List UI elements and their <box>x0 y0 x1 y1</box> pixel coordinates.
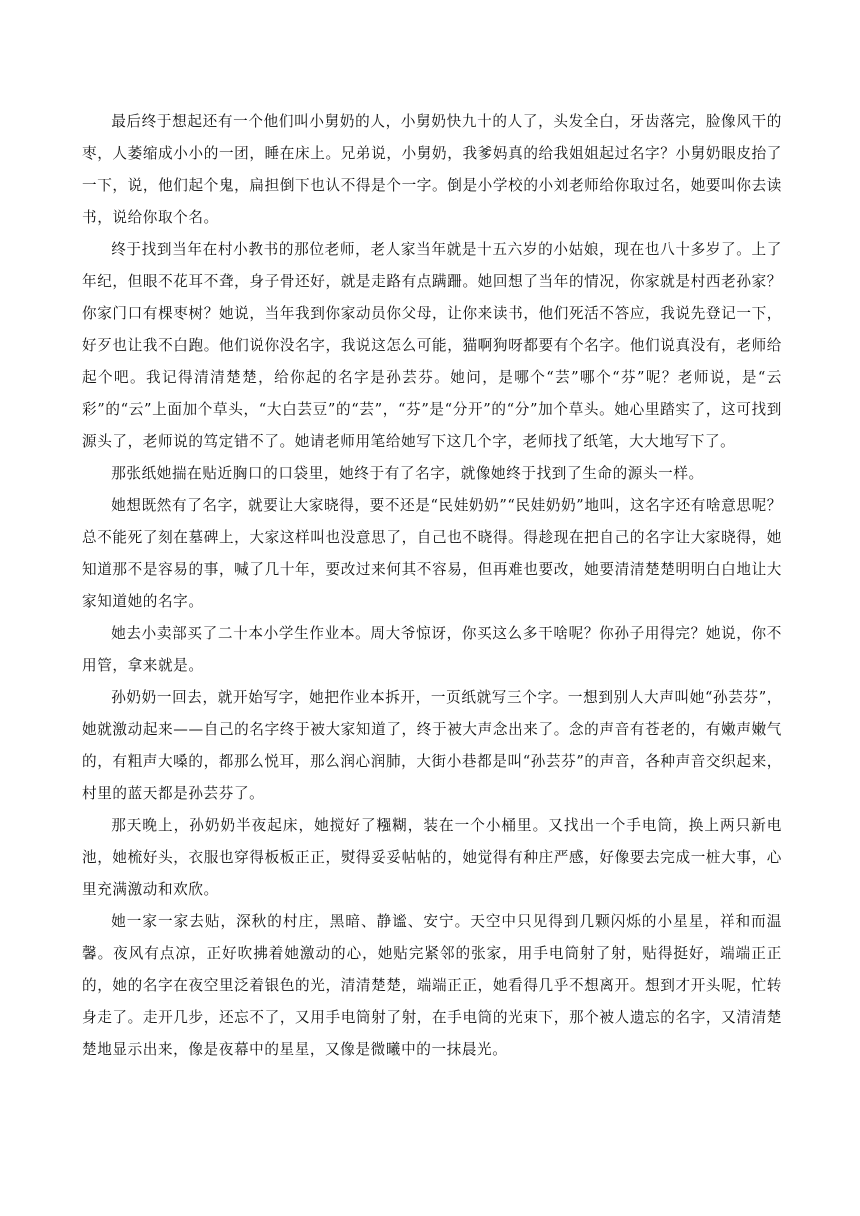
paragraph-4: 她想既然有了名字，就要让大家晓得，要不还是“民娃奶奶”“民娃奶奶”地叫，这名字还有啥意思呢？总不能死了刻在墓碑上，大家这样叫也没意思了，自己也不晓得。得趁现在把自己的名字让大家晓得，她知道那不是容易的事，喊了几十年，要改过来何其不容易，但再难也要改，她要清清楚楚明明白白地让大家知道她的名字。 <box>82 497 782 610</box>
paragraph-7: 那天晚上，孙奶奶半夜起床，她搅好了糨糊，装在一个小桶里。又找出一个手电筒，换上两只新电池，她梳好头，衣服也穿得板板正正，熨得妥妥帖帖的，她觉得有种庄严感，好像要去完成一桩大事，心里充满激动和欢欣。 <box>82 817 782 898</box>
paragraph-5: 她去小卖部买了二十本小学生作业本。周大爷惊讶，你买这么多干啥呢？你孙子用得完？她说，你不用管，拿来就是。 <box>82 625 782 674</box>
paragraph-3: 那张纸她揣在贴近胸口的口袋里，她终于有了名字，就像她终于找到了生命的源头一样。 <box>111 465 704 482</box>
paragraph-2: 终于找到当年在村小教书的那位老师，老人家当年就是十五六岁的小姑娘，现在也八十多岁了。上了年纪，但眼不花耳不聋，身子骨还好，就是走路有点蹒跚。她回想了当年的情况，你家就是村西老孙家？你家门口有棵枣树？她说，当年我到你家动员你父母，让你来读书，他们死活不答应，我说先登记一下，好歹也让我不白跑。他们说你没名字，我说这怎么可能，猫啊狗呀都要有个名字。他们说真没有，老师给起个吧。我记得清清楚楚，给你起的名字是孙芸芬。她问，是哪个“芸”哪个“芬”呢？老师说，是“云彩”的“云”上面加个草头，“大白芸豆”的“芸”，“芬”是“分开”的“分”加个草头。她心里踏实了，这可找到源头了，老师说的笃定错不了。她请老师用笔给她写下这几个字，老师找了纸笔，大大地写下了。 <box>82 241 782 450</box>
paragraph-1: 最后终于想起还有一个他们叫小舅奶的人，小舅奶快九十的人了，头发全白，牙齿落完，脸像风干的枣，人萎缩成小小的一团，睡在床上。兄弟说，小舅奶，我爹妈真的给我姐姐起过名字？小舅奶眼皮抬了一下，说，他们起个鬼，扁担倒下也认不得是个一字。倒是小学校的小刘老师给你取过名，她要叫你去读书，说给你取个名。 <box>82 113 782 226</box>
paragraph-6: 孙奶奶一回去，就开始写字，她把作业本拆开，一页纸就写三个字。一想到别人大声叫她“孙芸芬”，她就激动起来——自己的名字终于被大家知道了，终于被大声念出来了。念的声音有苍老的，有嫩声嫩气的，有粗声大嗓的，都那么悦耳，那么润心润肺，大街小巷都是叫“孙芸芬”的声音，各种声音交织起来，村里的蓝天都是孙芸芬了。 <box>82 689 782 802</box>
paragraph-8: 她一家一家去贴，深秋的村庄，黑暗、静谧、安宁。天空中只见得到几颗闪烁的小星星，祥和而温馨。夜风有点凉，正好吹拂着她激动的心，她贴完紧邻的张家，用手电筒射了射，贴得挺好，端端正正的，她的名字在夜空里泛着银色的光，清清楚楚，端端正正，她看得几乎不想离开。想到才开头呢，忙转身走了。走开几步，还忘不了，又用手电筒射了射，在手电筒的光束下，那个被人遗忘的名字，又清清楚楚地显示出来，像是夜幕中的星星，又像是微曦中的一抹晨光。 <box>82 913 782 1058</box>
document-body <box>82 106 782 1066</box>
